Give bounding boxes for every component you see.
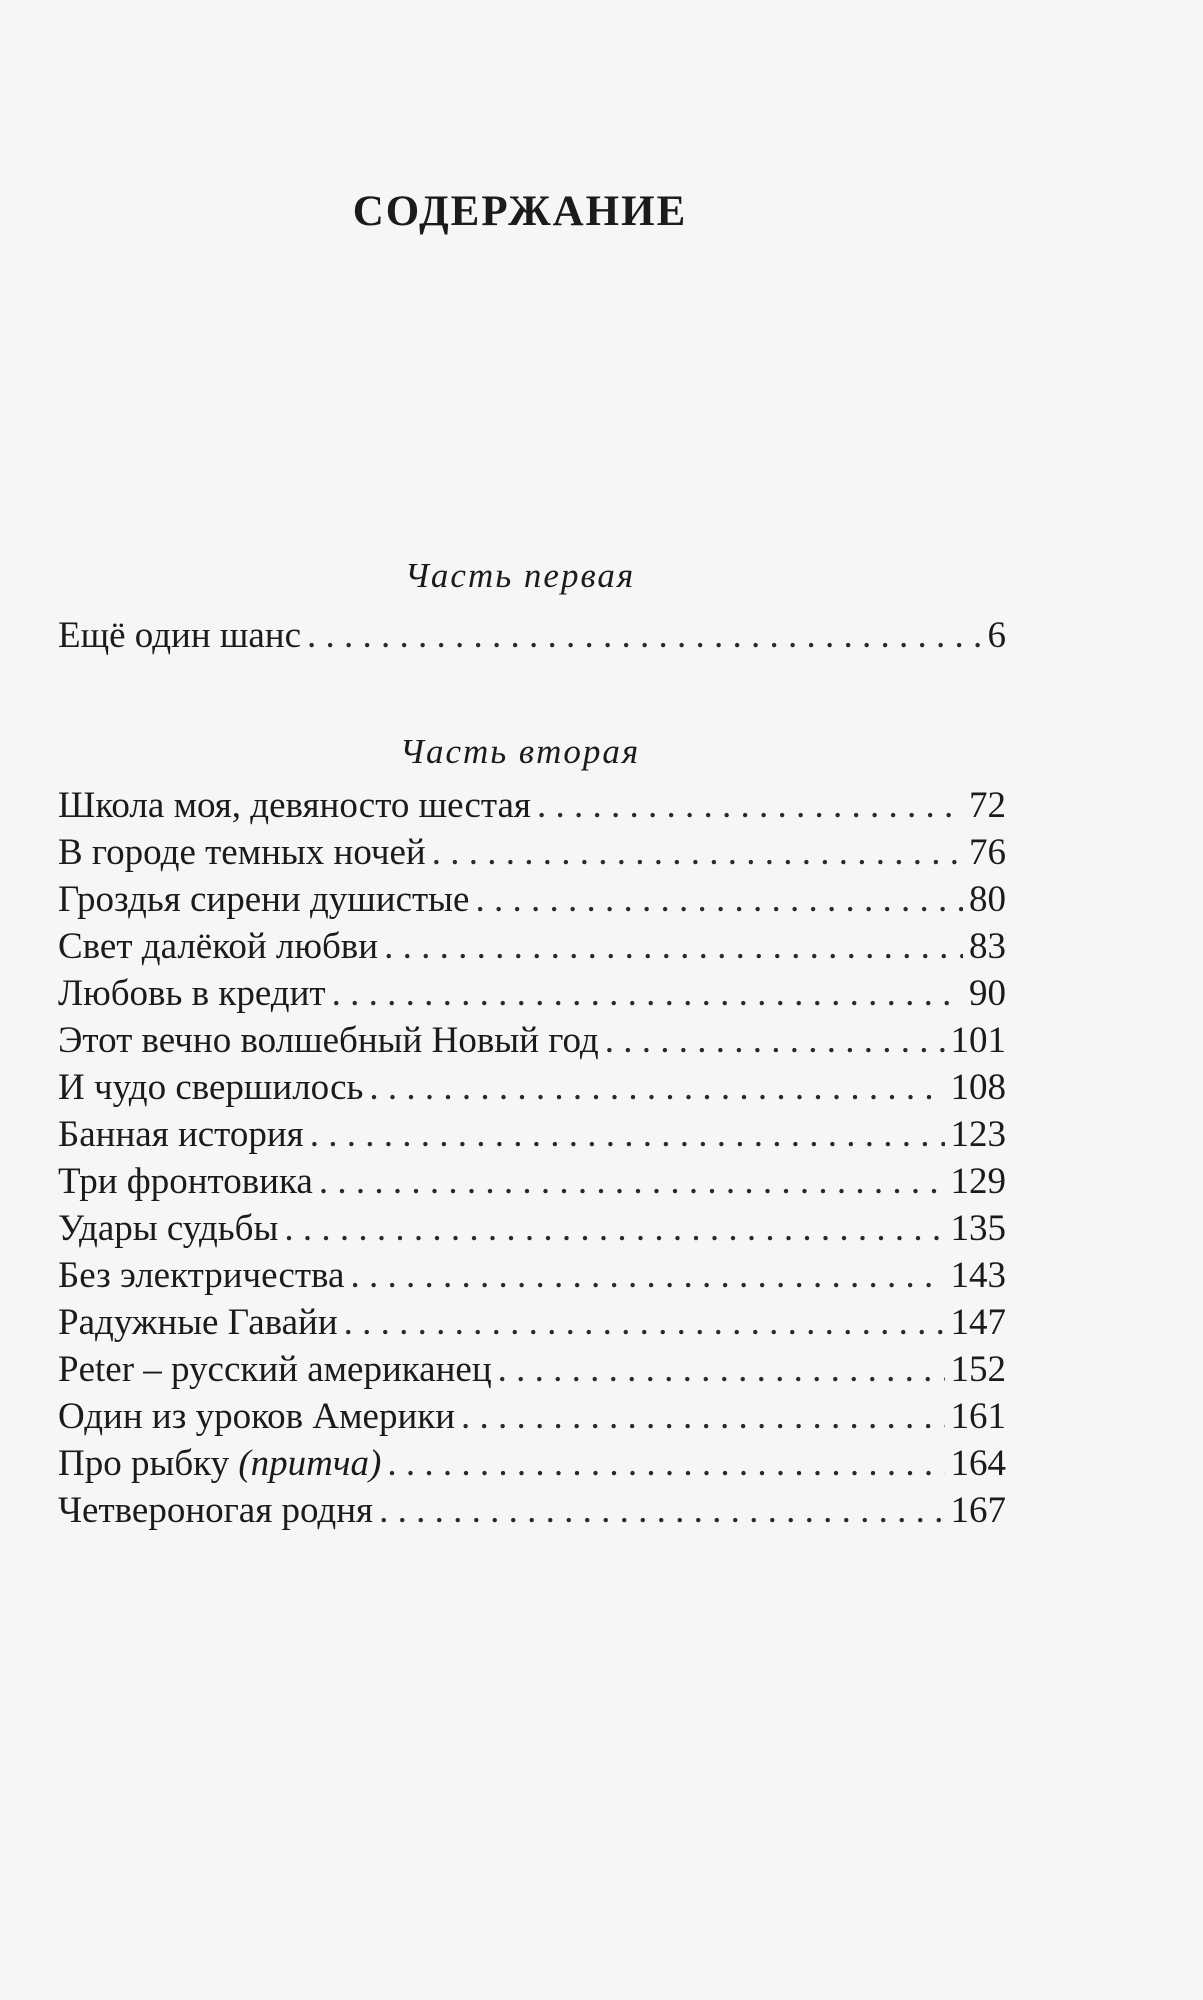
dot-leader (344, 1299, 945, 1346)
toc-entry[interactable] (58, 1393, 1006, 1440)
toc-entry[interactable] (58, 970, 1006, 1017)
part-two-heading: Часть вторая (399, 732, 641, 771)
toc-entry[interactable] (58, 612, 1006, 659)
entry-title: Радужные Гавайи (58, 1302, 338, 1343)
toc-entry[interactable] (58, 1205, 1006, 1252)
dot-leader (475, 876, 963, 923)
part-two-entries (58, 782, 1006, 1534)
entry-title: Без электричества (58, 1255, 345, 1296)
entry-page-number: 135 (950, 1208, 1006, 1249)
dot-leader (369, 1064, 944, 1111)
entry-title: Свет далёкой любви (58, 926, 379, 967)
entry-page-number: 90 (969, 973, 1006, 1014)
entry-page-number: 147 (950, 1302, 1006, 1343)
entry-page-number: 76 (969, 832, 1006, 873)
toc-entry[interactable] (58, 1064, 1006, 1111)
dot-leader (387, 1440, 944, 1487)
entry-page-number: 101 (950, 1020, 1006, 1061)
entry-title-text: Про рыбку (58, 1443, 230, 1484)
entry-page-number: 167 (950, 1490, 1006, 1531)
entry-page-number: 164 (950, 1443, 1006, 1484)
entry-page-number: 152 (950, 1349, 1006, 1390)
entry-title (58, 1440, 381, 1487)
toc-entry[interactable] (58, 1299, 1006, 1346)
dot-leader (461, 1393, 944, 1440)
entry-title-note: (притча) (238, 1443, 382, 1484)
part-one-heading: Часть первая (404, 556, 636, 595)
dot-leader (350, 1252, 944, 1299)
dot-leader (605, 1017, 945, 1064)
toc-entry[interactable] (58, 1346, 1006, 1393)
entry-title: Четвероногая родня (58, 1490, 374, 1531)
toc-entry[interactable] (58, 1440, 1006, 1487)
toc-entry[interactable] (58, 1158, 1006, 1205)
part-one-entries (58, 612, 1006, 659)
dot-leader (310, 1111, 945, 1158)
entry-page-number: 6 (987, 615, 1006, 656)
toc-entry[interactable] (58, 1017, 1006, 1064)
dot-leader (537, 782, 963, 829)
toc-entry[interactable] (58, 782, 1006, 829)
entry-title: Peter – русский американец (58, 1349, 492, 1390)
entry-title: Удары судьбы (58, 1208, 279, 1249)
dot-leader (319, 1158, 945, 1205)
entry-page-number: 72 (969, 785, 1006, 826)
dot-leader (379, 1487, 944, 1534)
entry-title: И чудо свершилось (58, 1067, 364, 1108)
toc-entry[interactable] (58, 1487, 1006, 1534)
entry-title: Этот вечно волшебный Новый год (58, 1020, 599, 1061)
dot-leader (384, 923, 963, 970)
dot-leader (432, 829, 963, 876)
toc-entry[interactable] (58, 923, 1006, 970)
entry-title: Банная история (58, 1114, 304, 1155)
dot-leader (332, 970, 963, 1017)
page-title: СОДЕРЖАНИЕ (352, 187, 688, 235)
entry-title: Любовь в кредит (58, 973, 326, 1014)
entry-page-number: 83 (969, 926, 1006, 967)
toc-entry[interactable] (58, 876, 1006, 923)
entry-page-number: 129 (950, 1161, 1006, 1202)
toc-entry[interactable] (58, 1111, 1006, 1158)
entry-title: Один из уроков Америки (58, 1396, 456, 1437)
entry-page-number: 143 (950, 1255, 1006, 1296)
entry-title: Гроздья сирени душистые (58, 879, 470, 920)
dot-leader (307, 612, 981, 659)
entry-title: Ещё один шанс (58, 615, 302, 656)
toc-entry[interactable] (58, 829, 1006, 876)
entry-title: Три фронтовика (58, 1161, 313, 1202)
entry-page-number: 108 (950, 1067, 1006, 1108)
entry-page-number: 123 (950, 1114, 1006, 1155)
dot-leader (498, 1346, 945, 1393)
entry-page-number: 161 (950, 1396, 1006, 1437)
dot-leader (284, 1205, 944, 1252)
toc-entry[interactable] (58, 1252, 1006, 1299)
entry-title: Школа моя, девяносто шестая (58, 785, 531, 826)
entry-page-number: 80 (969, 879, 1006, 920)
entry-title: В городе темных ночей (58, 832, 426, 873)
